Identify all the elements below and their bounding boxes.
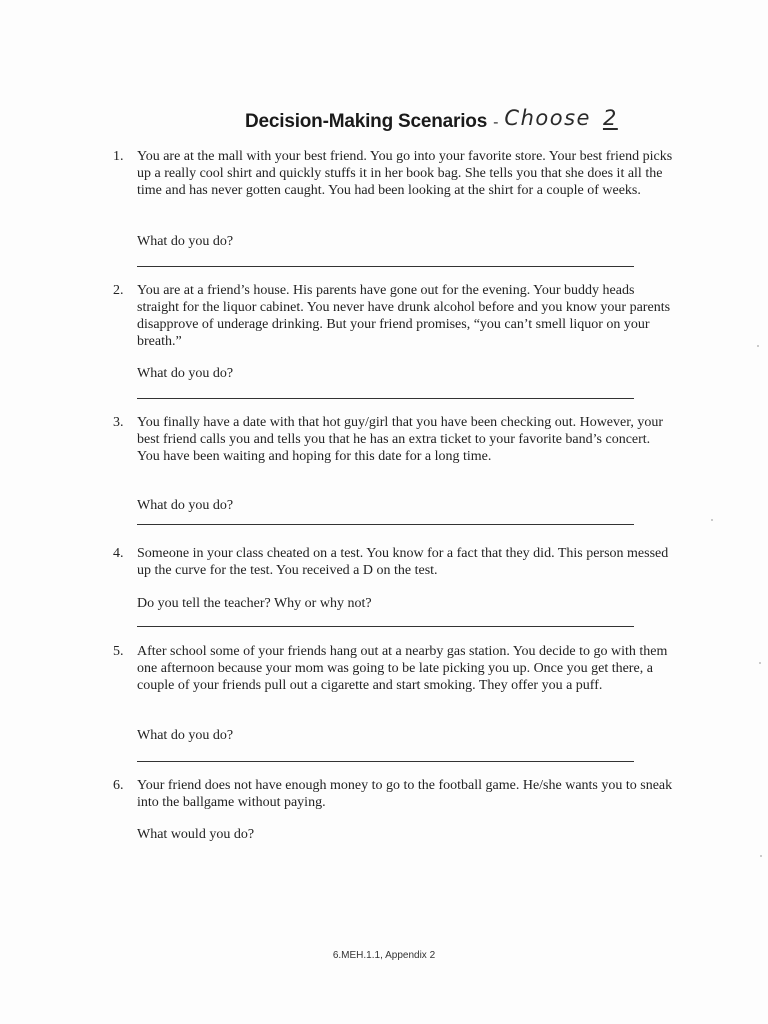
- question-text: You are at the mall with your best friend. You go into your favorite store. Your best friend picks up a really cool shirt and quickly stuffs it in her book bag. She tells you that she does it all the time and has never gotten caught. You had been looking at the shirt for a couple of weeks.: [137, 149, 673, 198]
- question-prompt: What do you do?: [137, 366, 234, 381]
- answer-line: [137, 398, 634, 399]
- question-3: [113, 414, 673, 465]
- handwritten-number: 2: [602, 106, 618, 130]
- page-title: Decision-Making Scenarios: [245, 111, 488, 132]
- question-number: 4.: [113, 546, 124, 561]
- scan-speck: [757, 345, 759, 347]
- question-5: [113, 643, 673, 694]
- question-text: Someone in your class cheated on a test. You know for a fact that they did. This person messed up the curve for the test. You received a D on the test.: [137, 546, 669, 578]
- question-prompt: What would you do?: [137, 827, 255, 842]
- page-footer: 6.MEH.1.1, Appendix 2: [332, 950, 436, 961]
- title-row: [245, 108, 618, 133]
- scan-speck: [759, 662, 761, 664]
- answer-line: [137, 626, 634, 627]
- scan-speck: [760, 855, 762, 857]
- scan-speck: [711, 519, 713, 521]
- handwritten-note: [504, 106, 617, 130]
- title-separator: -: [493, 114, 499, 131]
- answer-line: [137, 266, 634, 267]
- answer-line: [137, 524, 634, 525]
- question-prompt: What do you do?: [137, 728, 234, 743]
- question-text: After school some of your friends hang out at a nearby gas station. You decide to go with them one afternoon because your mom was going to be late picking you up. Once you get there, a couple of your friends pull out a cigarette and start smoking. They offer you a puff.: [137, 644, 668, 693]
- question-prompt: What do you do?: [137, 234, 234, 249]
- question-prompt: What do you do?: [137, 498, 234, 513]
- question-6: [113, 777, 673, 811]
- question-4: [113, 545, 673, 579]
- question-number: 5.: [113, 644, 124, 659]
- question-1: [113, 148, 673, 199]
- handwritten-choose: Choose: [504, 106, 591, 130]
- question-prompt: Do you tell the teacher? Why or why not?: [137, 596, 372, 611]
- question-number: 3.: [113, 415, 124, 430]
- question-2: [113, 282, 673, 350]
- answer-line: [137, 761, 634, 762]
- question-number: 6.: [113, 778, 124, 793]
- question-number: 2.: [113, 283, 124, 298]
- question-text: You are at a friend’s house. His parents have gone out for the evening. Your buddy heads straight for the liquor cabinet. You never have drunk alcohol before and you know your parents disapprove of underage drinking. But your friend promises, “you can’t smell liquor on your breath.”: [137, 283, 671, 349]
- question-text: You finally have a date with that hot guy/girl that you have been checking out. However, your best friend calls you and tells you that he has an extra ticket to your favorite band’s concert. You have been waiting and hoping for this date for a long time.: [137, 415, 663, 464]
- question-number: 1.: [113, 149, 124, 164]
- question-text: Your friend does not have enough money to go to the football game. He/she wants you to sneak into the ballgame without paying.: [137, 778, 673, 810]
